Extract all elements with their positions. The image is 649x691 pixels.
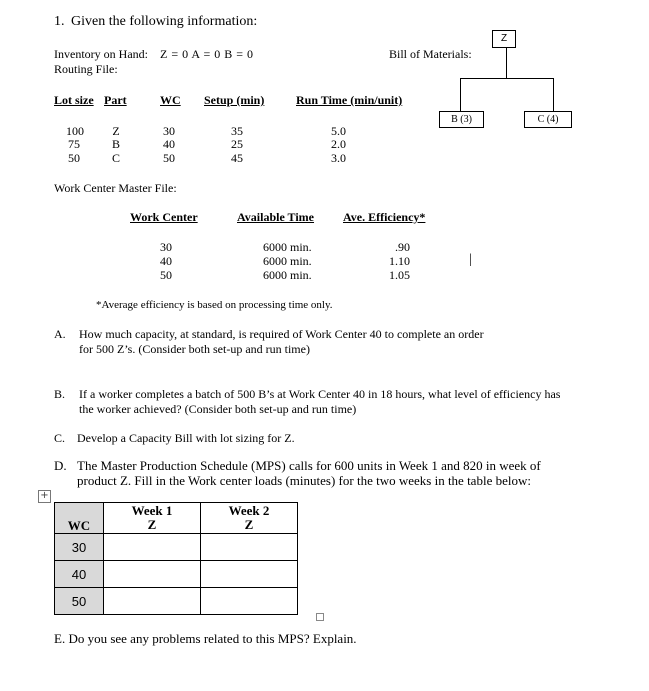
routing-header-part: Part (104, 93, 127, 107)
bom-root-z: Z (492, 30, 516, 48)
wcm-available-1: 6000 min. (263, 240, 312, 254)
work-center-master-label: Work Center Master File: (54, 181, 177, 195)
table-row (55, 561, 298, 588)
routing-header-setup: Setup (min) (204, 93, 265, 107)
bom-child-c: C (4) (524, 111, 572, 128)
work-center-load-table (54, 502, 298, 615)
load-cell-40-week2[interactable] (201, 561, 298, 588)
wcm-header-work-center: Work Center (130, 210, 198, 224)
load-cell-30-week1[interactable] (104, 534, 201, 561)
part-c-label: C. (54, 431, 66, 445)
load-cell-40-week1[interactable] (104, 561, 201, 588)
bom-connector-vertical (506, 48, 507, 78)
routing-wc-3: 50 (163, 151, 175, 165)
load-table-wc-header: WC (55, 503, 104, 534)
efficiency-footnote: *Average efficiency is based on processing time only. (96, 299, 333, 311)
routing-run-time-1: 5.0 (331, 124, 346, 138)
part-e-line: E. Do you see any problems related to this MPS? Explain. (54, 631, 357, 646)
stray-mark: | (469, 252, 472, 267)
wcm-efficiency-3: 1.05 (389, 268, 410, 282)
part-a-line-1: How much capacity, at standard, is required of Work Center 40 to complete an order (79, 327, 484, 341)
routing-setup-1: 35 (231, 124, 243, 138)
routing-run-time-3: 3.0 (331, 151, 346, 165)
wcm-center-3: 50 (160, 268, 172, 282)
routing-lot-size-2: 75 (68, 137, 80, 151)
table-move-handle-icon[interactable]: + (38, 490, 51, 503)
inventory-values: Z = 0 A = 0 B = 0 (160, 47, 253, 61)
part-b-line-2: the worker achieved? (Consider both set-up and run time) (79, 402, 357, 416)
routing-part-2: B (111, 137, 120, 151)
wcm-efficiency-1: .90 (395, 240, 410, 254)
load-table-week1-header: Week 1 Z (104, 503, 201, 534)
load-table-wc-40: 40 (55, 561, 104, 588)
load-table-wc-30: 30 (55, 534, 104, 561)
table-row (55, 534, 298, 561)
load-cell-30-week2[interactable] (201, 534, 298, 561)
routing-setup-3: 45 (231, 151, 243, 165)
inventory-label: Inventory on Hand: (54, 47, 148, 61)
routing-header-wc: WC (160, 93, 181, 107)
wcm-efficiency-2: 1.10 (389, 254, 410, 268)
wcm-header-efficiency: Ave. Efficiency* (343, 210, 426, 224)
load-table-week2-header: Week 2 Z (201, 503, 298, 534)
bom-connector-b (460, 78, 461, 111)
routing-wc-2: 40 (163, 137, 175, 151)
routing-header-run-time: Run Time (min/unit) (296, 93, 403, 107)
routing-setup-2: 25 (231, 137, 243, 151)
routing-part-1: Z (112, 124, 120, 138)
bom-connector-c (553, 78, 554, 111)
routing-file-label: Routing File: (54, 62, 118, 76)
load-cell-50-week2[interactable] (201, 588, 298, 615)
routing-header-lot-size: Lot size (54, 93, 94, 107)
routing-wc-1: 30 (163, 124, 175, 138)
part-d-line-2: product Z. Fill in the Work center loads (minutes) for the two weeks in the table below: (77, 473, 531, 488)
bom-child-b: B (3) (439, 111, 484, 128)
load-table-wc-50: 50 (55, 588, 104, 615)
wcm-center-2: 40 (160, 254, 172, 268)
table-row (55, 588, 298, 615)
routing-lot-size-1: 100 (66, 124, 84, 138)
part-a-label: A. (54, 327, 66, 341)
wcm-available-2: 6000 min. (263, 254, 312, 268)
question-number: 1. (54, 14, 65, 29)
load-cell-50-week1[interactable] (104, 588, 201, 615)
routing-part-3: C (111, 151, 120, 165)
bom-label: Bill of Materials: (389, 47, 472, 61)
wcm-available-3: 6000 min. (263, 268, 312, 282)
wcm-header-available-time: Available Time (237, 210, 315, 224)
part-a-line-2: for 500 Z’s. (Consider both set-up and run time) (79, 342, 310, 356)
table-resize-handle[interactable] (316, 613, 324, 621)
part-c-line-1: Develop a Capacity Bill with lot sizing for Z. (77, 431, 295, 445)
routing-lot-size-3: 50 (68, 151, 80, 165)
wcm-center-1: 30 (160, 240, 172, 254)
part-b-label: B. (54, 387, 66, 401)
part-d-label: D. (54, 458, 67, 473)
part-d-line-1: The Master Production Schedule (MPS) calls for 600 units in Week 1 and 820 in week of (77, 458, 541, 473)
routing-run-time-2: 2.0 (331, 137, 346, 151)
question-intro: Given the following information: (71, 14, 258, 29)
bom-connector-horizontal (460, 78, 554, 79)
part-b-line-1: If a worker completes a batch of 500 B’s at Work Center 40 in 18 hours, what level of efficiency has (79, 387, 561, 401)
